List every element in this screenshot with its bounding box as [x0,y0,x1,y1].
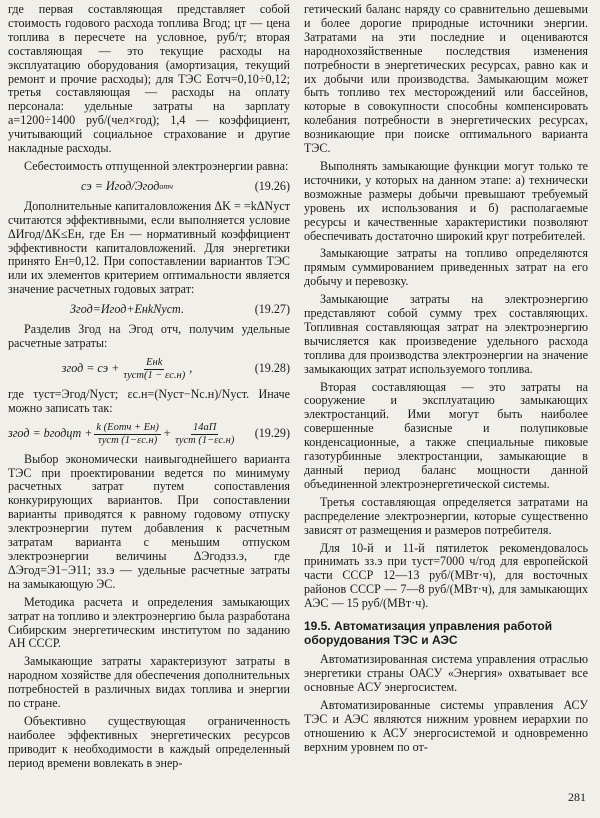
formula-19-27 [8,303,290,317]
paragraph: Замыкающие затраты характеризуют затраты в народном хозяйстве для обеспечения дополнительных потребностей в различных видах топлива и энергии по стране. [8,654,290,711]
formula-expression: згод = bгодцт + [8,426,93,441]
fraction-numerator: 14aП [193,421,217,433]
fraction [173,422,236,447]
paragraph: где τуст=Эгод/Nуст; εс.н=(Nуст−Nс.н)/Nуст. Иначе можно записать так: [8,386,290,415]
paragraph: Вторая составляющая — это затраты на сооружение и эксплуатацию замыкающих электростанций. Ими могут быть наиболее совершенные базисные и полупиковые конденсационные, а также специальные пиковые газотурбинные электростанции, замыкающие в данный период баланс мощности данной объединенной электроэнергетической системы. [304,379,588,491]
right-column [304,3,588,754]
formula-operator: + [162,426,172,441]
equation-number: (19.28) [254,361,290,376]
paragraph: Разделив Згод на Эгод отч, получим удельные расчетные затраты: [8,322,290,350]
paragraph: Для 10-й и 11-й пятилеток рекомендовалось принимать зз.э при τуст=7000 ч/год для европейской части СССР 12—13 руб/(МВт·ч), для восточных районов СССР — 7—8 руб/(МВт·ч), для замыкающих АЭС — 15 руб/(МВт·ч). [304,540,588,611]
paragraph: Третья составляющая определяется затратами на распределение электроэнергии, которые существенно зависят от размещения и размеров потребителя. [304,494,588,537]
fraction-numerator: Енk [146,356,163,368]
paragraph: Себестоимость отпущенной электроэнергии равна: [24,158,289,173]
fraction-denominator: τуст(1 − εс.н) [123,369,186,381]
paragraph: Автоматизированные системы управления АСУ ТЭС и АЭС являются нижним уровнем иерархии по отношению к АСУ энергосистемой и одновременно верхним уровнем по от- [304,697,588,754]
fraction-denominator: τуст (1−εс.н) [175,434,235,446]
paragraph: где первая составляющая представляет собой стоимость годового расхода топлива Bгод; цт — цена топлива в пересчете на условное, руб/т; вторая составляющая — это текущие расходы на эксплуатацию оборудования (амортизация, текущий ремонт и прочие расходы); для ТЭС Еотч=0,10÷0,12; третья составляющая — расходы на оплату персонала: удельные затраты на зарплату а=1200÷1400 руб/(чел×год); 1,4 — коэффициент, учитывающий социальное страхование и другие накладные расходы. [8,2,290,156]
formula-expression: згод = cэ + [61,361,120,376]
formula-19-26 [8,180,290,194]
paragraph: Автоматизированная система управления отраслью энергетики страны ОАСУ «Энергия» охватывает все основные АСУ энергосистем. [304,652,588,694]
paragraph: гетический баланс наряду со сравнительно дешевыми и более дорогие природные источники энергии. Затратами на эти последние и оцениваются народнохозяйственные последствия изменения потребности в энергетических ресурсах, равно как и их добычи или производства. Замыкающим может быть топливо тех месторождений или бассейнов, которые в совокупности способны компенсировать колебания потребности в энергетических ресурсах, возникающие при поиске оптимального варианта ТЭС. [304,2,588,156]
paragraph: Замыкающие затраты на топливо определяются прямым суммированием приведенных затрат на его добычу и перевозку. [304,246,588,289]
equation-number: (19.27) [254,302,290,317]
formula-expression: cэ = Игод/Эгод [81,178,160,193]
page-number: 281 [568,790,586,804]
fraction [121,357,187,382]
paragraph: Методика расчета и определения замыкающих затрат на топливо и электроэнергию была разработана Сибирским энергетическим институтом по заданию АН СССР. [8,594,290,651]
equation-number: (19.26) [254,178,290,193]
paragraph: Дополнительные капиталовложения ΔK = =kΔNуст считаются эффективными, если выполняется условие ΔИгод/ΔK≤Ен, где Ен — нормативный коэффициент эффективности капиталовложений. Для энергетики принято Ен=0,12. При сопоставлении вариантов ТЭС или их элементов критерием оптимальности является значение расчетных годовых затрат: [8,198,290,297]
equation-number: (19.29) [254,426,290,441]
paragraph: Выбор экономически наивыгоднейшего варианта ТЭС при проектировании ведется по минимуму расчетных затрат путем сопоставления конкурирующих вариантов. При сопоставлении варианты приводятся к равному годовому отпуску электроэнергии путем добавления к расчетным затратам варианта с меньшим отпуском электроэнергии величины ΔЭгодзз.э, где ΔЭгод=Э1−Э11; зз.э — удельные расчетные затраты на замыкающую ЭС. [8,451,290,591]
formula-punctuation: , [189,361,193,376]
fraction-numerator: k (Еотч + Ен) [96,421,159,433]
formula-superscript: отч [159,181,173,191]
left-column [8,3,290,771]
formula-19-29 [8,422,290,447]
paragraph: Выполнять замыкающие функции могут только те источники, у которых на данном этапе: а) технически возможные размеры добычи превышают требуемый уровень их использования и б) располагаемые ресурсы и качественные характеристики позволяют обеспечивать достаточно широкий круг потребителей. [304,158,588,243]
paragraph: Объективно существующая ограниченность наиболее эффективных энергетических ресурсов приводит к необходимости в каждый определенный период времени вовлекать в энер- [8,713,290,770]
formula-19-28 [8,357,290,382]
formula-expression: Згод=Игод+ЕнkNуст. [70,302,184,317]
fraction [94,422,161,447]
section-heading: 19.5. Автоматизация управления работой оборудования ТЭС и АЭС [304,619,553,648]
paragraph: Замыкающие затраты на электроэнергию представляют собой сумму трех составляющих. Топливная составляющая затрат на электроэнергию вычисляется как произведение удельного расхода топлива для производства электроэнергии на значение замыкающих затрат используемого топлива. [304,292,588,376]
fraction-denominator: τуст (1−εс.н) [98,434,158,446]
